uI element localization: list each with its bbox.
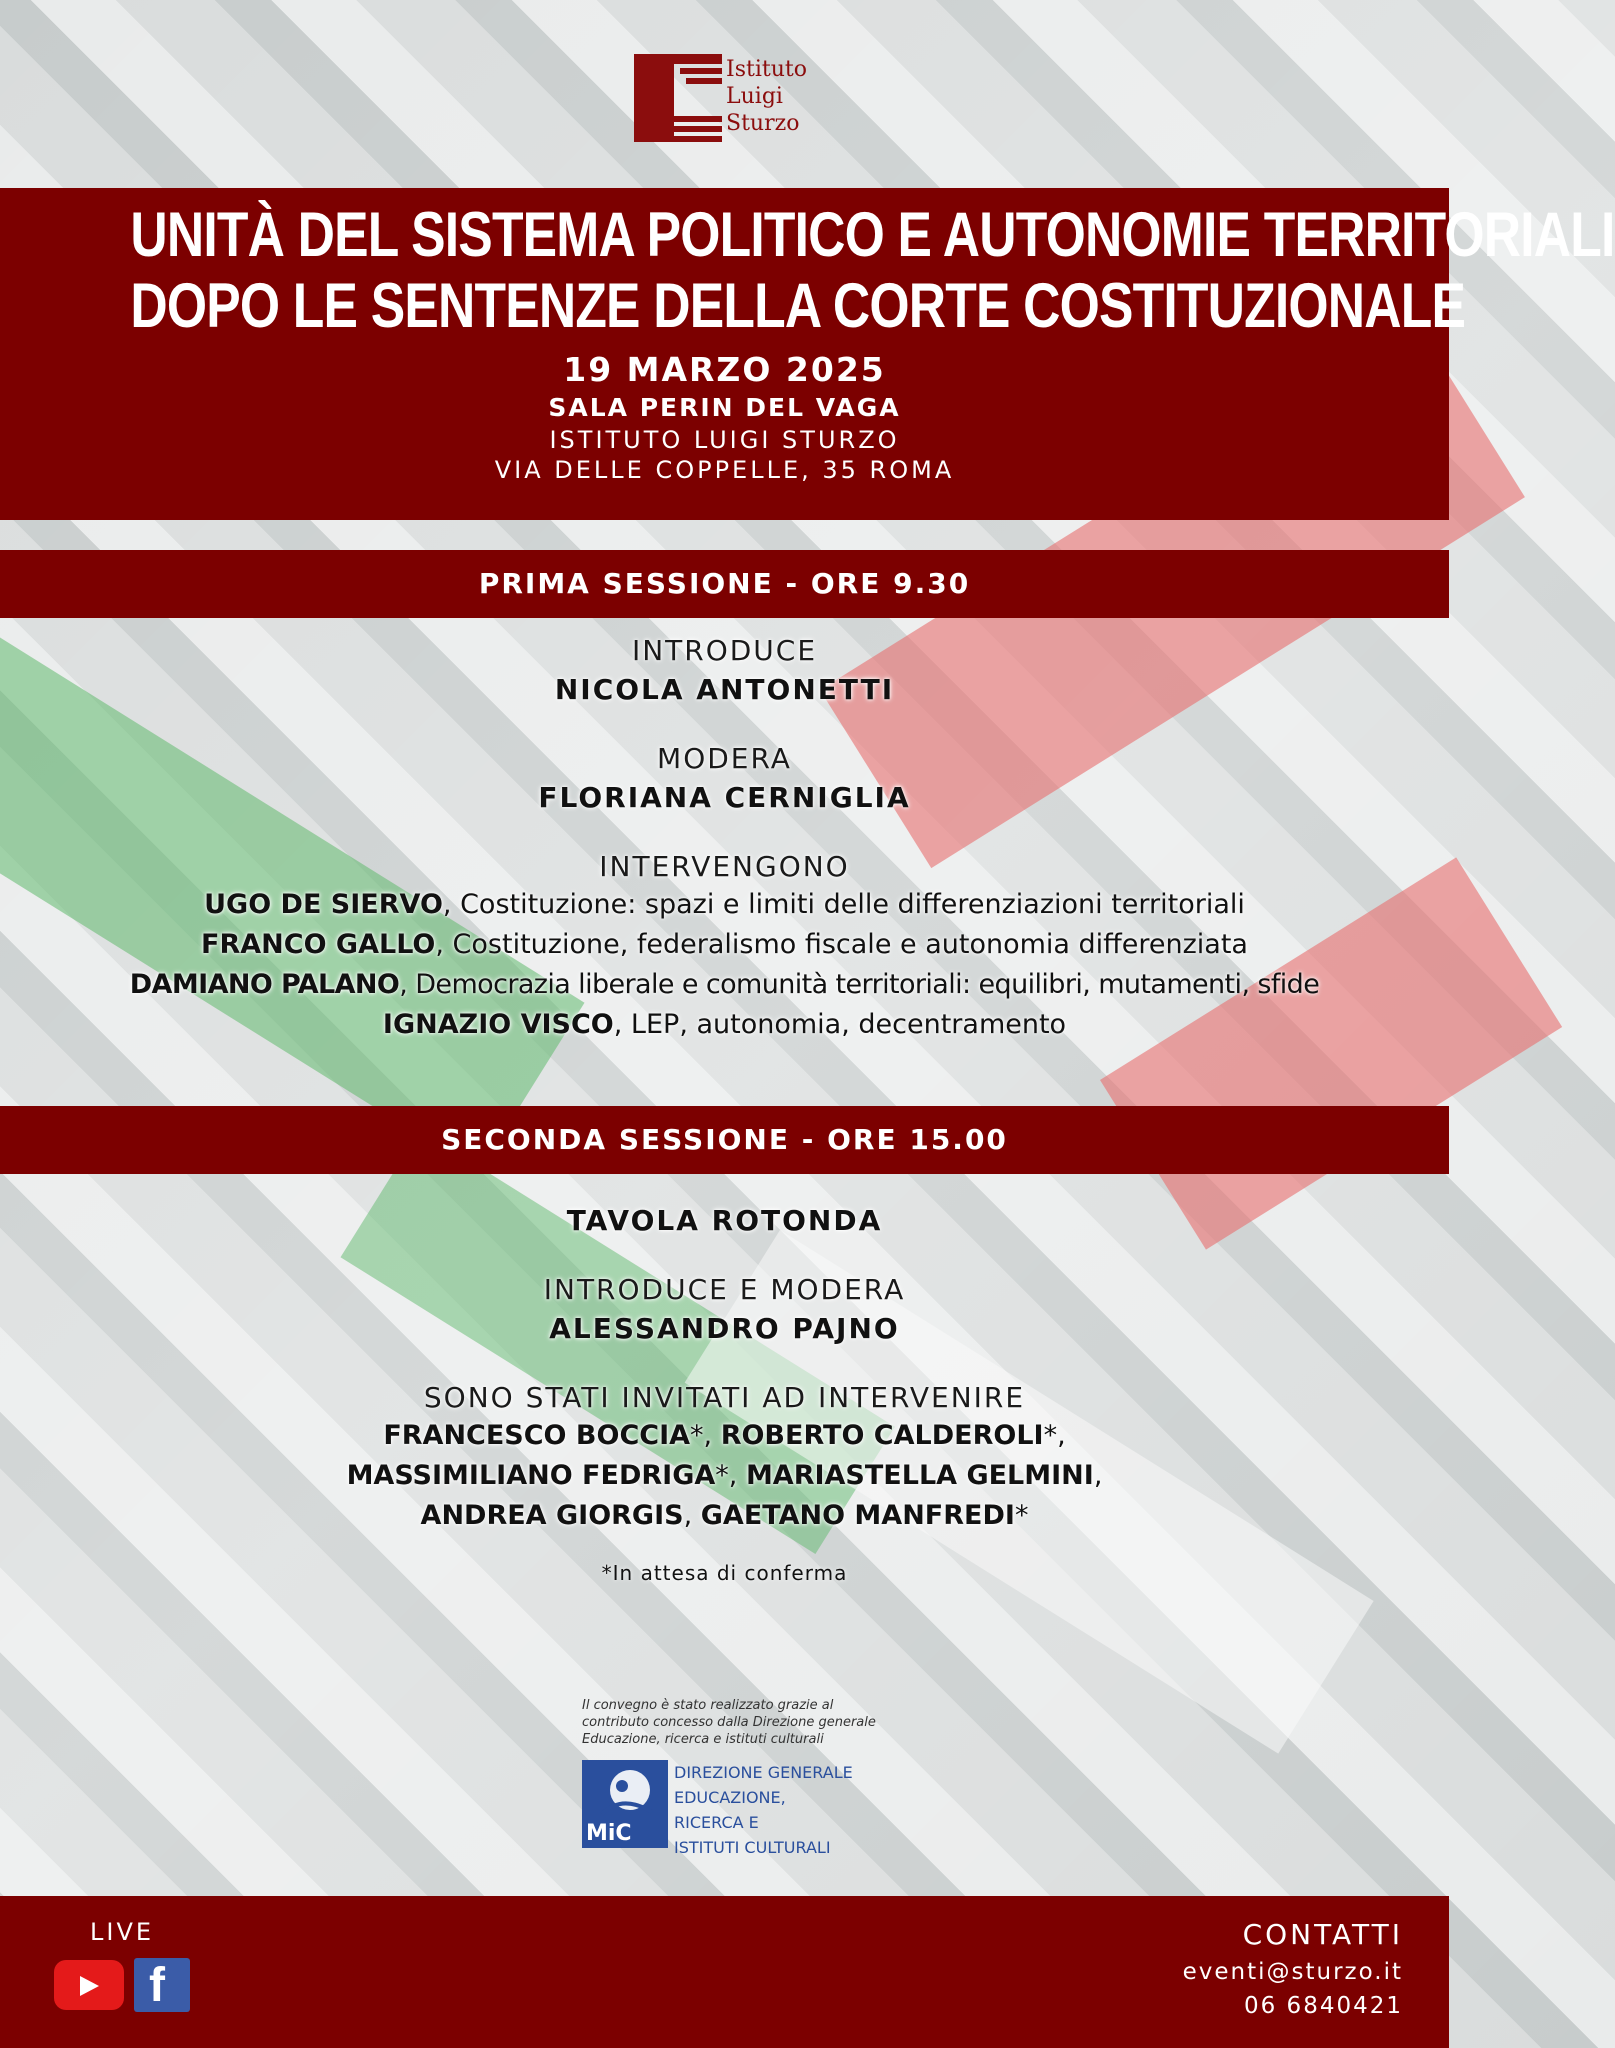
mic-org-line: RICERCA E xyxy=(674,1813,759,1832)
moderator-name: ALESSANDRO PAJNO xyxy=(549,1312,900,1345)
credit-line: contributo concesso dalla Direzione generale xyxy=(582,1715,876,1730)
talk-speaker: IGNAZIO VISCO xyxy=(382,1009,614,1040)
invited-name: MASSIMILIANO FEDRIGA xyxy=(346,1460,716,1491)
talk-speaker: FRANCO GALLO xyxy=(201,929,436,960)
invited-suffix: * xyxy=(1014,1500,1029,1531)
invited-suffix: *, xyxy=(1043,1420,1066,1451)
venue-address: VIA DELLE COPPELLE, 35 ROMA xyxy=(494,456,955,484)
facebook-glyph: f xyxy=(149,1959,165,2012)
institute-logo xyxy=(634,54,814,144)
talk-topic: , Costituzione, federalismo fiscale e autonomia differenziata xyxy=(435,929,1248,960)
contact-phone[interactable]: 06 6840421 xyxy=(1243,1993,1403,2019)
session2-heading: SECONDA SESSIONE - ORE 15.00 xyxy=(0,1106,1449,1174)
mic-organization xyxy=(674,1760,853,1860)
invited-name: GAETANO MANFREDI xyxy=(700,1500,1015,1531)
mic-org-line: DIREZIONE GENERALE xyxy=(674,1763,853,1782)
invited-name: MARIASTELLA GELMINI xyxy=(745,1460,1094,1491)
session2-program xyxy=(0,1204,1449,1585)
event-title xyxy=(130,200,1615,342)
intervengono-label: INTERVENGONO xyxy=(599,850,850,883)
modera-label: MODERA xyxy=(657,742,792,775)
confirmation-note: *In attesa di conferma xyxy=(601,1561,848,1585)
introduce-label: INTRODUCE xyxy=(631,634,818,667)
invited-line xyxy=(0,1420,1449,1451)
invited-name: ANDREA GIORGIS xyxy=(420,1500,684,1531)
mic-logo xyxy=(582,1760,882,1857)
introduce-name: NICOLA ANTONETTI xyxy=(554,673,895,706)
logo-line: Istituto xyxy=(726,57,807,82)
modera-name: FLORIANA CERNIGLIA xyxy=(538,781,911,814)
moderator-label: INTRODUCE E MODERA xyxy=(543,1273,906,1306)
logo-wordmark xyxy=(726,56,807,137)
contacts xyxy=(1183,1918,1403,2019)
round-table-label: TAVOLA ROTONDA xyxy=(566,1204,883,1237)
talk-topic: , LEP, autonomia, decentramento xyxy=(613,1009,1067,1040)
talk-item xyxy=(0,969,1449,1000)
funding-credit xyxy=(582,1697,942,1748)
talk-speaker: UGO DE SIERVO xyxy=(204,889,443,920)
logo-line: Luigi xyxy=(726,84,783,109)
mic-org-line: ISTITUTI CULTURALI xyxy=(674,1838,831,1857)
column-logo-icon xyxy=(634,54,722,142)
logo-line: Sturzo xyxy=(726,111,800,136)
live-label: LIVE xyxy=(90,1918,155,1946)
credit-line: Educazione, ricerca e istituti culturali xyxy=(582,1732,824,1747)
venue-room: SALA PERIN DEL VAGA xyxy=(548,393,901,422)
talk-speaker: DAMIANO PALANO xyxy=(129,969,400,1000)
footer-band xyxy=(0,1896,1449,2048)
invited-suffix: , xyxy=(1093,1460,1103,1491)
event-title-line: UNITÀ DEL SISTEMA POLITICO E AUTONOMIE TERRITORIALI xyxy=(130,200,1615,270)
invited-label: SONO STATI INVITATI AD INTERVENIRE xyxy=(423,1381,1026,1414)
venue-institute: ISTITUTO LUIGI STURZO xyxy=(549,426,900,454)
invited-suffix: , xyxy=(683,1500,701,1531)
invited-suffix: *, xyxy=(715,1460,746,1491)
session1-program xyxy=(0,634,1449,1040)
facebook-icon[interactable] xyxy=(134,1958,190,2012)
contact-email[interactable]: eventi@sturzo.it xyxy=(1182,1959,1403,1985)
invited-line xyxy=(0,1460,1449,1491)
mic-emblem-icon xyxy=(582,1760,668,1848)
invited-name: ROBERTO CALDEROLI xyxy=(720,1420,1044,1451)
mic-label: MiC xyxy=(586,1821,632,1846)
header-band xyxy=(0,188,1615,520)
invited-line xyxy=(0,1500,1449,1531)
event-title-line: DOPO LE SENTENZE DELLA CORTE COSTITUZIONALE xyxy=(130,271,1466,341)
contacts-title: CONTATTI xyxy=(1242,1918,1403,1951)
invited-suffix: *, xyxy=(690,1420,721,1451)
talk-item xyxy=(0,889,1449,920)
invited-name: FRANCESCO BOCCIA xyxy=(383,1420,691,1451)
event-date: 19 MARZO 2025 xyxy=(563,350,886,389)
session1-heading: PRIMA SESSIONE - ORE 9.30 xyxy=(0,550,1449,618)
talk-topic: , Democrazia liberale e comunità territoriali: equilibri, mutamenti, sfide xyxy=(399,969,1320,1000)
talk-item xyxy=(0,1009,1449,1040)
talk-item xyxy=(0,929,1449,960)
youtube-icon[interactable] xyxy=(54,1960,124,2010)
mic-org-line: EDUCAZIONE, xyxy=(674,1788,786,1807)
credit-line: Il convegno è stato realizzato grazie al xyxy=(582,1698,834,1713)
talk-topic: , Costituzione: spazi e limiti delle differenziazioni territoriali xyxy=(442,889,1245,920)
